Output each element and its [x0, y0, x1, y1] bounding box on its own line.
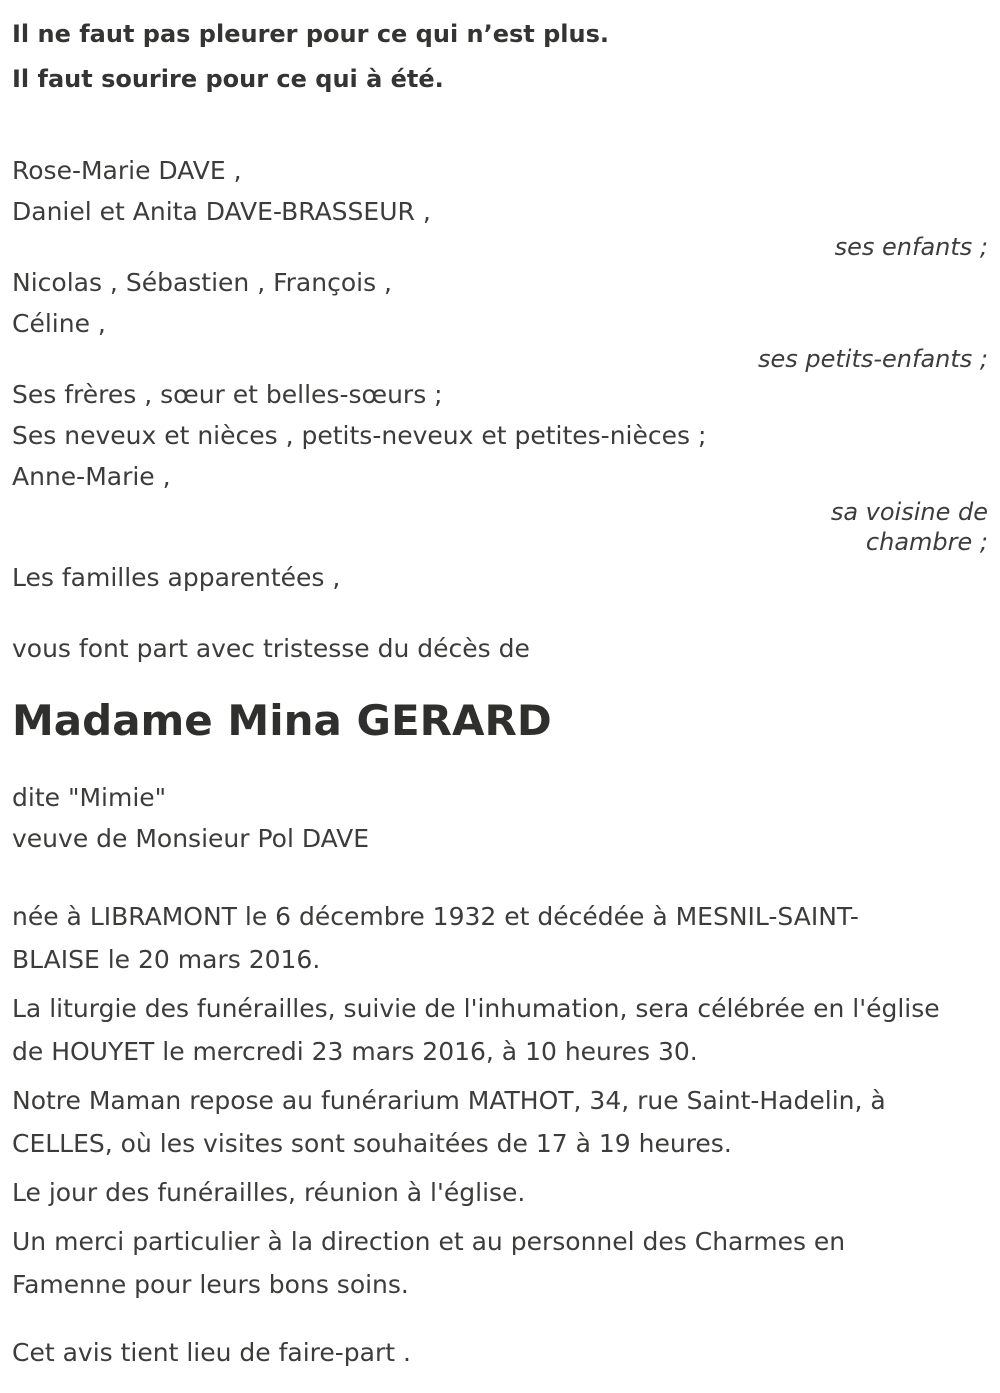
mourner-line-siblings: Ses frères , sœur et belles-sœurs ; — [12, 380, 443, 409]
mourner-name-children-2: Daniel et Anita DAVE-BRASSEUR , — [12, 197, 431, 226]
deceased-nickname: dite "Mimie" — [12, 783, 167, 812]
detail-paragraph-funerarium: Notre Maman repose au funérarium MATHOT, 34, rue Saint-Hadelin, à CELLES, où les visites sont souhaitées de 17 à 19 heures. — [12, 1086, 886, 1158]
relation-label-grandchildren: ses petits-enfants ; — [757, 345, 988, 373]
announcement-line: vous font part avec tristesse du décès de — [12, 634, 530, 663]
detail-paragraph-thanks: Un merci particulier à la direction et au personnel des Charmes en Famenne pour leurs bons soins. — [12, 1227, 846, 1299]
mourner-line-nieces: Ses neveux et nièces , petits-neveux et petites-nièces ; — [12, 421, 707, 450]
deceased-name: Madame Mina GERARD — [12, 696, 552, 745]
mourner-name-grandchildren-1: Nicolas , Sébastien , François , — [12, 268, 393, 297]
mourner-line-families: Les familles apparentées , — [12, 563, 341, 592]
closing-line: Cet avis tient lieu de faire-part . — [12, 1338, 411, 1367]
relation-label-neighbor-2: chambre ; — [865, 528, 988, 556]
epigraph-line-1: Il ne faut pas pleurer pour ce qui n’est plus. — [12, 20, 610, 48]
mourners-section — [12, 150, 988, 598]
mourner-name-grandchildren-2: Céline , — [12, 309, 106, 338]
mourner-name-children-1: Rose-Marie DAVE , — [12, 156, 242, 185]
detail-paragraph-reunion: Le jour des funérailles, réunion à l'église. — [12, 1178, 526, 1207]
mourner-name-neighbor: Anne-Marie , — [12, 462, 171, 491]
epigraph — [12, 12, 988, 102]
deceased-widowhood: veuve de Monsieur Pol DAVE — [12, 824, 370, 853]
relation-label-children: ses enfants ; — [834, 233, 988, 261]
relation-label-neighbor-1: sa voisine de — [830, 498, 988, 526]
detail-paragraph-liturgy: La liturgie des funérailles, suivie de l'inhumation, sera célébrée en l'église de HOUYET le mercredi 23 mars 2016, à 10 heures 30. — [12, 994, 940, 1066]
details-section — [12, 895, 988, 1306]
detail-paragraph-birth-death: née à LIBRAMONT le 6 décembre 1932 et décédée à MESNIL-SAINT-BLAISE le 20 mars 2016. — [12, 902, 859, 974]
epigraph-line-2: Il faut sourire pour ce qui à été. — [12, 65, 444, 93]
